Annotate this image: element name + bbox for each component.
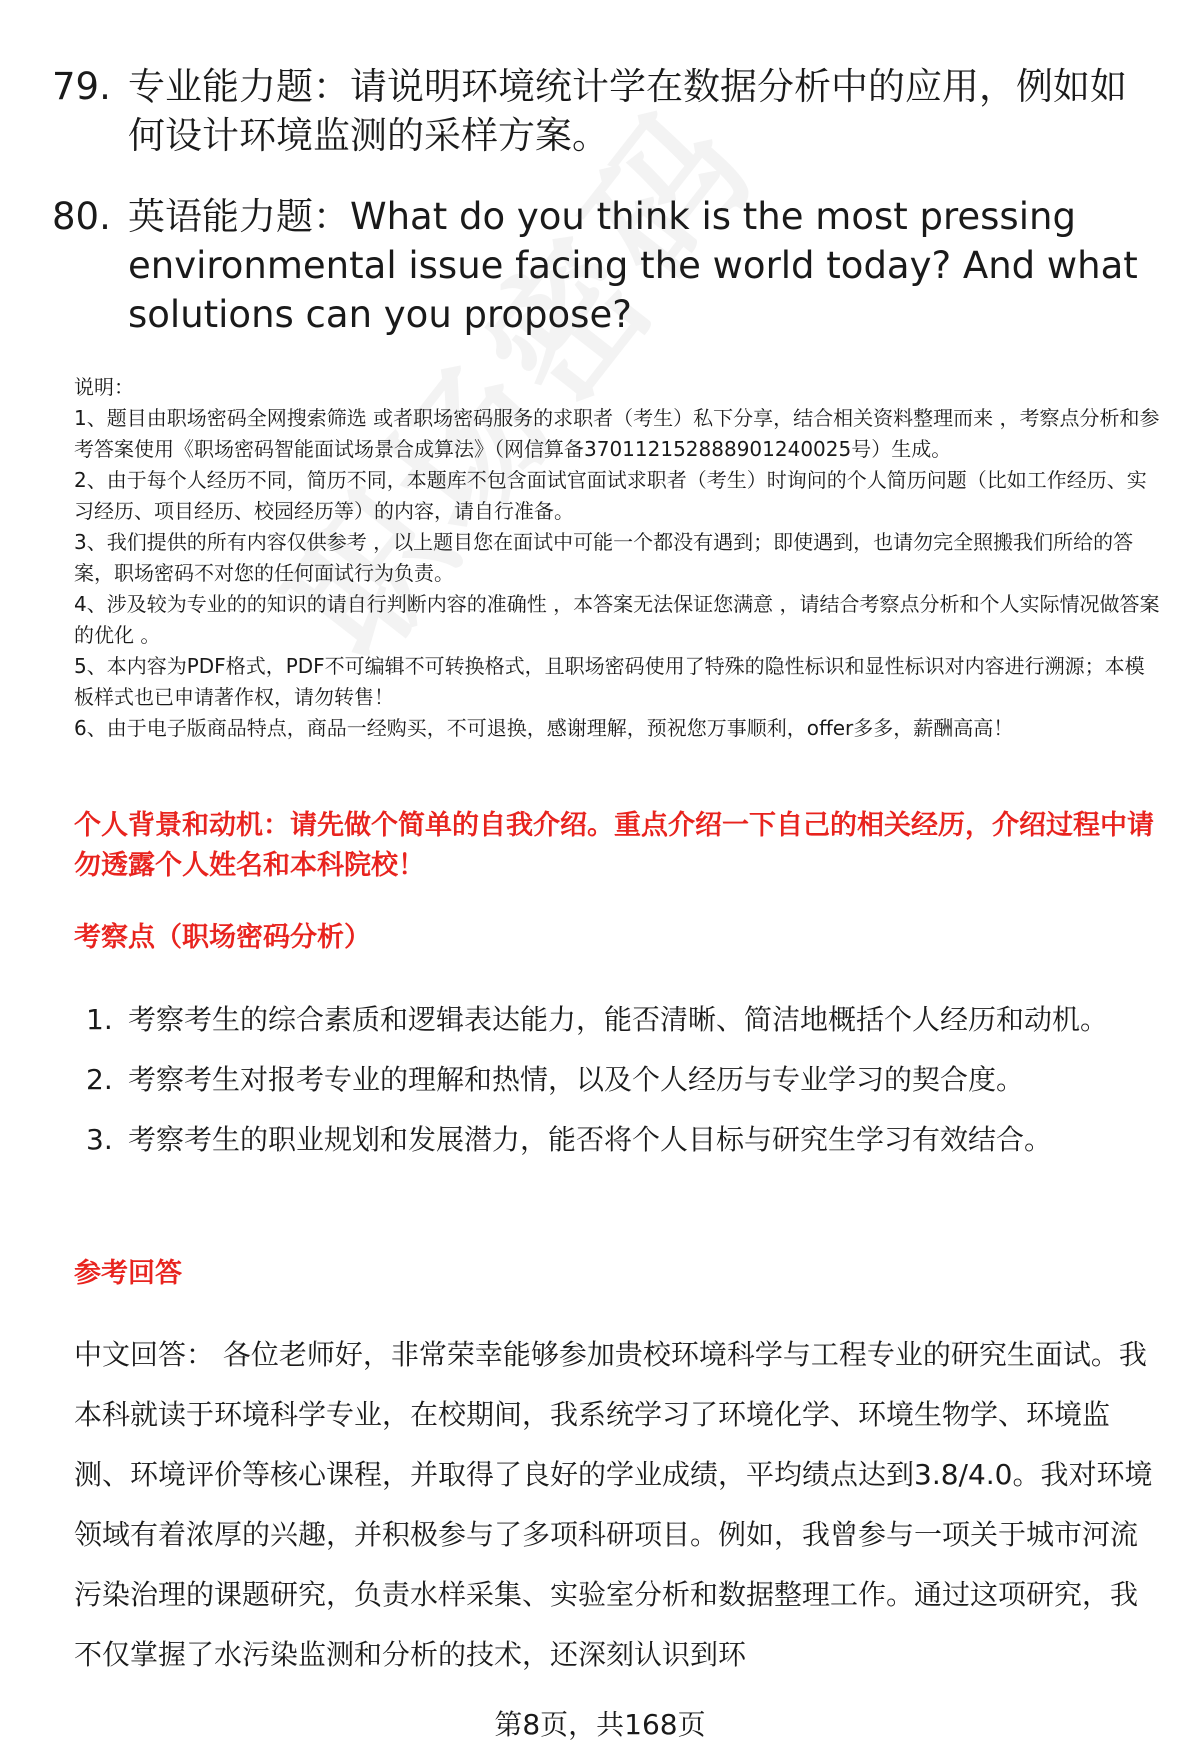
note-item: 6、由于电子版商品特点，商品一经购买，不可退换，感谢理解，预祝您万事顺利，offer多多，薪酬高高！ (74, 716, 1014, 740)
note-item: 5、本内容为PDF格式，PDF不可编辑不可转换格式，且职场密码使用了特殊的隐性标识和显性标识对内容进行溯源；本模板样式也已申请著作权，请勿转售！ (74, 654, 1145, 709)
question-79 (52, 62, 1162, 160)
point-text: 考察考生的综合素质和逻辑表达能力，能否清晰、简洁地概括个人经历和动机。 (128, 1003, 1109, 1036)
question-80 (52, 192, 1162, 339)
main-question-heading: 个人背景和动机：请先做个简单的自我介绍。重点介绍一下自己的相关经历，介绍过程中请勿透露个人姓名和本科院校！ (74, 810, 1154, 881)
page-footer: 第8页，共168页 (494, 1708, 706, 1741)
question-text: 专业能力题：请说明环境统计学在数据分析中的应用，例如如何设计环境监测的采样方案。 (128, 65, 1127, 157)
note-item: 1、题目由职场密码全网搜索筛选 或者职场密码服务的求职者（考生）私下分享，结合相关资料整理而来 ，考察点分析和参考答案使用《职场密码智能面试场景合成算法》（网信算备370112152888901240025号）生成。 (74, 406, 1160, 461)
question-number: 80. (52, 195, 111, 238)
point-number: 3. (86, 1123, 113, 1156)
list-item (86, 990, 1146, 1050)
point-number: 1. (86, 1003, 113, 1036)
question-number: 79. (52, 65, 111, 108)
point-text: 考察考生的职业规划和发展潜力，能否将个人目标与研究生学习有效结合。 (128, 1123, 1053, 1156)
note-item: 4、涉及较为专业的的知识的请自行判断内容的准确性 ，本答案无法保证您满意 ，请结合考察点分析和个人实际情况做答案的优化 。 (74, 592, 1160, 647)
notes-section (74, 372, 1164, 744)
points-list (86, 990, 1146, 1170)
notes-title: 说明： (74, 375, 134, 399)
question-text: 英语能力题：What do you think is the most pressing environmental issue facing the world today? And what solutions can you propose? (128, 195, 1138, 336)
answer-text: 中文回答： 各位老师好，非常荣幸能够参加贵校环境科学与工程专业的研究生面试。我本科就读于环境科学专业，在校期间，我系统学习了环境化学、环境生物学、环境监测、环境评价等核心课程，并取得了良好的学业成绩，平均绩点达到3.8/4.0。我对环境领域有着浓厚的兴趣，并积极参与了多项科研项目。例如，我曾参与一项关于城市河流污染治理的课题研究，负责水样采集、实验室分析和数据整理工作。通过这项研究，我不仅掌握了水污染监测和分析的技术，还深刻认识到环 (74, 1338, 1153, 1671)
list-item (86, 1110, 1146, 1170)
point-number: 2. (86, 1063, 113, 1096)
note-item: 3、我们提供的所有内容仅供参考 ，以上题目您在面试中可能一个都没有遇到；即使遇到，也请勿完全照搬我们所给的答案，职场密码不对您的任何面试行为负责。 (74, 530, 1134, 585)
points-title: 考察点（职场密码分析） (74, 922, 371, 953)
point-text: 考察考生对报考专业的理解和热情，以及个人经历与专业学习的契合度。 (128, 1063, 1025, 1096)
answer-title: 参考回答 (74, 1258, 182, 1289)
note-item: 2、由于每个人经历不同，简历不同，本题库不包含面试官面试求职者（考生）时询问的个人简历问题（比如工作经历、实习经历、项目经历、校园经历等）的内容，请自行准备。 (74, 468, 1147, 523)
list-item (86, 1050, 1146, 1110)
